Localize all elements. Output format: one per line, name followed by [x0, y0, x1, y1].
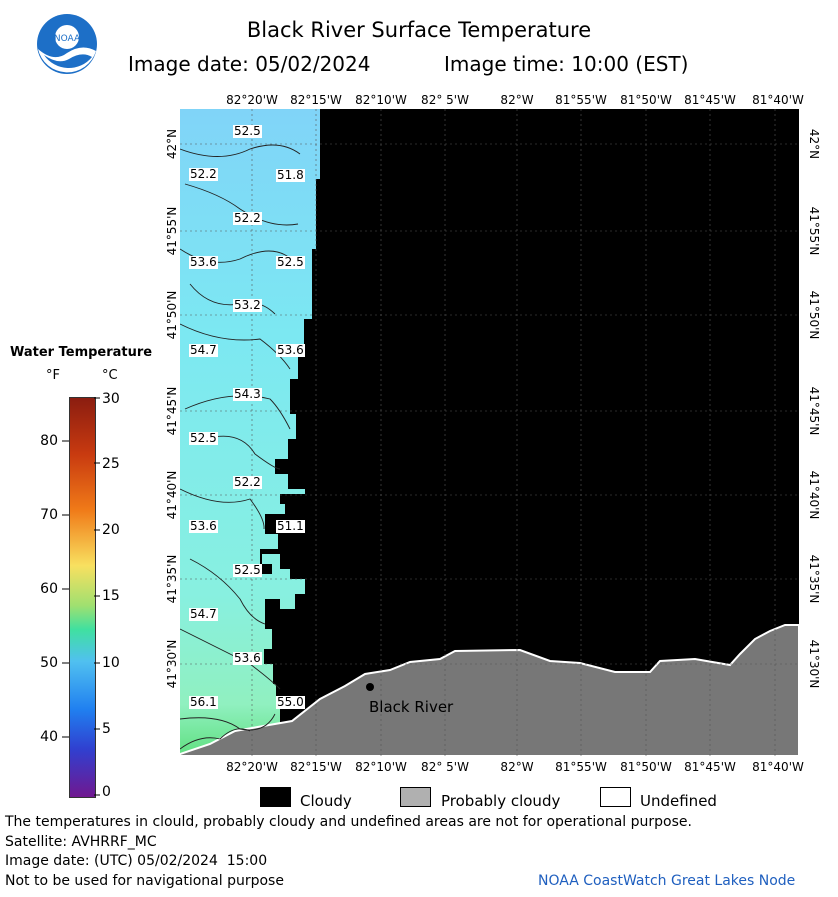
isotherm-label: 52.2	[190, 167, 217, 181]
lat-label: 41°50'N	[165, 290, 179, 340]
lon-label: 82° 5'W	[421, 760, 469, 774]
legend-c-tick: 0	[102, 784, 111, 800]
lon-label: 81°40'W	[752, 93, 804, 107]
svg-text:NOAA: NOAA	[53, 34, 81, 44]
utc-date: Image date: (UTC) 05/02/2024 15:00	[5, 853, 268, 869]
lat-label: 41°35'N	[807, 554, 821, 604]
isotherm-label: 54.7	[190, 343, 217, 357]
lat-label: 41°30'N	[165, 639, 179, 689]
lon-label: 82°20'W	[226, 760, 278, 774]
lat-label: 41°45'N	[807, 386, 821, 436]
legend-f-tick: 60	[40, 581, 58, 597]
lon-label: 81°50'W	[620, 93, 672, 107]
lon-label: 81°50'W	[620, 760, 672, 774]
isotherm-label: 53.2	[234, 298, 261, 312]
isotherm-label: 52.2	[234, 211, 261, 225]
lat-label: 41°45'N	[165, 386, 179, 436]
lat-label: 41°35'N	[165, 554, 179, 604]
legend-c-tick: 5	[102, 721, 111, 737]
lat-label: 42°N	[165, 128, 179, 160]
isotherm-label: 52.5	[190, 431, 217, 445]
legend-unit-c: °C	[102, 368, 118, 383]
isotherm-label: 54.7	[190, 607, 217, 621]
lon-label: 82° 5'W	[421, 93, 469, 107]
legend-f-tick: 40	[40, 729, 58, 745]
cloudy-label: Cloudy	[300, 792, 352, 810]
lat-label: 42°N	[807, 128, 821, 160]
satellite-info: Satellite: AVHRRF_MC	[5, 834, 157, 850]
lon-label: 82°W	[500, 760, 534, 774]
legend-c-tick: 20	[102, 522, 120, 538]
legend-c-tick: 25	[102, 456, 120, 472]
lat-label: 41°55'N	[807, 206, 821, 256]
lat-label: 41°40'N	[807, 470, 821, 520]
lon-label: 81°45'W	[684, 93, 736, 107]
isotherm-label: 52.5	[234, 563, 261, 577]
isotherm-label: 51.8	[277, 168, 304, 182]
isotherm-label: 53.6	[190, 255, 217, 269]
legend-c-tick: 30	[102, 391, 120, 407]
isotherm-label: 53.6	[234, 651, 261, 665]
isotherm-label: 53.6	[190, 519, 217, 533]
isotherm-label: 52.5	[277, 255, 304, 269]
nav-warning: Not to be used for navigational purpose	[5, 873, 284, 889]
lon-label: 81°55'W	[555, 760, 607, 774]
lon-label: 82°10'W	[355, 760, 407, 774]
undefined-swatch	[600, 787, 631, 807]
image-date: Image date: 05/02/2024	[128, 52, 371, 76]
lat-label: 41°55'N	[165, 206, 179, 256]
lon-label: 82°20'W	[226, 93, 278, 107]
lon-label: 82°10'W	[355, 93, 407, 107]
place-label: Black River	[369, 698, 454, 716]
lat-label: 41°40'N	[165, 470, 179, 520]
lon-label: 82°W	[500, 93, 534, 107]
black-river-marker	[366, 683, 374, 691]
legend-f-tick: 80	[40, 433, 58, 449]
lon-label: 81°55'W	[555, 93, 607, 107]
lat-label: 41°50'N	[807, 290, 821, 340]
lon-label: 82°15'W	[290, 760, 342, 774]
page-title: Black River Surface Temperature	[246, 18, 592, 42]
isotherm-label: 51.1	[277, 519, 304, 533]
legend-c-tick: 10	[102, 655, 120, 671]
legend-f-tick: 50	[40, 655, 58, 671]
isotherm-label: 55.0	[277, 695, 304, 709]
probably-cloudy-swatch	[400, 787, 431, 807]
legend-title: Water Temperature	[10, 345, 153, 360]
disclaimer: The temperatures in clould, probably cloudy and undefined areas are not for operational purpose.	[5, 814, 692, 830]
lon-label: 82°15'W	[290, 93, 342, 107]
undefined-label: Undefined	[640, 792, 717, 810]
isotherm-label: 54.3	[234, 387, 261, 401]
lon-label: 81°40'W	[752, 760, 804, 774]
cloudy-swatch	[260, 787, 291, 807]
legend-unit-f: °F	[46, 368, 60, 383]
lon-label: 81°45'W	[684, 760, 736, 774]
temperature-map	[180, 109, 799, 756]
legend-f-tick: 70	[40, 507, 58, 523]
lat-label: 41°30'N	[807, 639, 821, 689]
isotherm-label: 56.1	[190, 695, 217, 709]
isotherm-label: 52.5	[234, 124, 261, 138]
image-time: Image time: 10:00 (EST)	[444, 52, 689, 76]
legend-c-tick: 15	[102, 588, 120, 604]
isotherm-label: 53.6	[277, 343, 304, 357]
isotherm-label: 52.2	[234, 475, 261, 489]
legend-ticks	[62, 397, 102, 797]
probably-cloudy-label: Probably cloudy	[441, 792, 561, 810]
credit-link[interactable]: NOAA CoastWatch Great Lakes Node	[538, 873, 796, 889]
